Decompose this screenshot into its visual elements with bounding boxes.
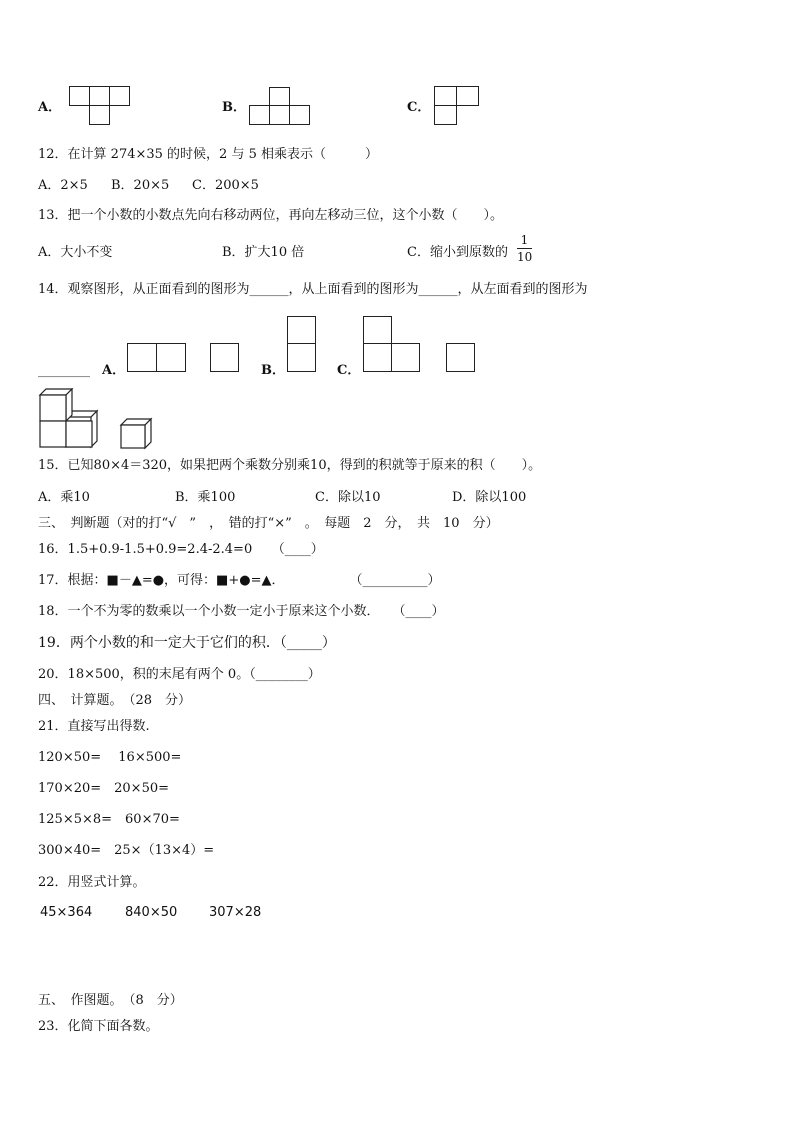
q19-statement: 19．两个小数的和一定大于它们的积．（_____） xyxy=(38,635,336,651)
q16-statement: 16．1.5+0.9-1.5+0.9=2.4-2.4=0 （____） xyxy=(38,542,324,557)
q15-option-d[interactable]: D．除以100 xyxy=(452,490,527,505)
q13-option-c[interactable]: C．缩小到原数的 xyxy=(407,245,508,260)
q11-option-a-label[interactable]: A． xyxy=(38,100,62,115)
q13-option-b[interactable]: B．扩大10 倍 xyxy=(222,245,305,260)
q11-option-c-label[interactable]: C． xyxy=(407,100,431,115)
q13-option-a[interactable]: A．大小不变 xyxy=(38,245,113,260)
q20-statement: 20．18×500，积的末尾有两个 0。（________） xyxy=(38,667,321,682)
q11-option-b-label[interactable]: B． xyxy=(222,100,246,115)
q12-option-b[interactable]: B．20×5 xyxy=(111,178,170,193)
q12-option-a[interactable]: A．2×5 xyxy=(38,178,88,193)
q17-statement: 17．根据：■－▲=●，可得：■+●=▲． （__________） xyxy=(38,573,441,588)
q13-fraction-numerator: 1 xyxy=(520,233,529,247)
q13-fraction xyxy=(517,234,532,263)
q22-item-1: 45×364 xyxy=(40,905,93,920)
q13-fraction-denominator: 10 xyxy=(517,250,533,264)
section-4-heading: 四、 计算题。 （28 分） xyxy=(38,693,192,708)
q21-row-1: 120×50= 16×500= xyxy=(38,750,182,765)
q21-stem: 21．直接写出得数. xyxy=(38,719,150,734)
q12-option-c[interactable]: C．200×5 xyxy=(192,178,259,193)
q22-item-3: 307×28 xyxy=(209,905,262,920)
q14-option-c-label[interactable]: C． xyxy=(337,363,361,378)
q22-item-2: 840×50 xyxy=(125,905,178,920)
q14-option-a-label[interactable]: A． xyxy=(102,363,126,378)
q14-answer-blank[interactable]: ________ xyxy=(38,363,90,378)
q15-option-b[interactable]: B．乘100 xyxy=(175,490,236,505)
q15-option-a[interactable]: A．乘10 xyxy=(38,490,90,505)
q15-option-c[interactable]: C．除以10 xyxy=(315,490,381,505)
q22-stem: 22．用竖式计算。 xyxy=(38,875,146,890)
q21-row-2: 170×20= 20×50= xyxy=(38,781,170,796)
q23-stem: 23．化简下面各数。 xyxy=(38,1019,159,1034)
q14-cube-diagram xyxy=(36,388,161,450)
q14-option-b-label[interactable]: B． xyxy=(261,363,285,378)
section-3-heading: 三、 判断题（对的打“√ ” ， 错的打“×” 。 每题 2 分， 共 10 分） xyxy=(38,516,499,531)
q21-row-3: 125×5×8= 60×70= xyxy=(38,812,180,827)
q14-stem: 14．观察图形，从正面看到的图形为______，从上面看到的图形为______，从左面看到的图形为 xyxy=(38,282,588,297)
q21-row-4: 300×40= 25×（13×4）= xyxy=(38,843,215,858)
q18-statement: 18．一个不为零的数乘以一个小数一定小于原来这个小数． （____） xyxy=(38,604,445,619)
q15-stem: 15．已知80×4＝320，如果把两个乘数分别乘10，得到的积就等于原来的积（ ）。 xyxy=(38,458,542,473)
q12-stem: 12．在计算 274×35 的时候，2 与 5 相乘表示（ ） xyxy=(38,147,378,162)
q13-stem: 13．把一个小数的小数点先向右移动两位，再向左移动三位，这个小数（ ）。 xyxy=(38,208,504,223)
section-5-heading: 五、 作图题。 （8 分） xyxy=(38,993,183,1008)
